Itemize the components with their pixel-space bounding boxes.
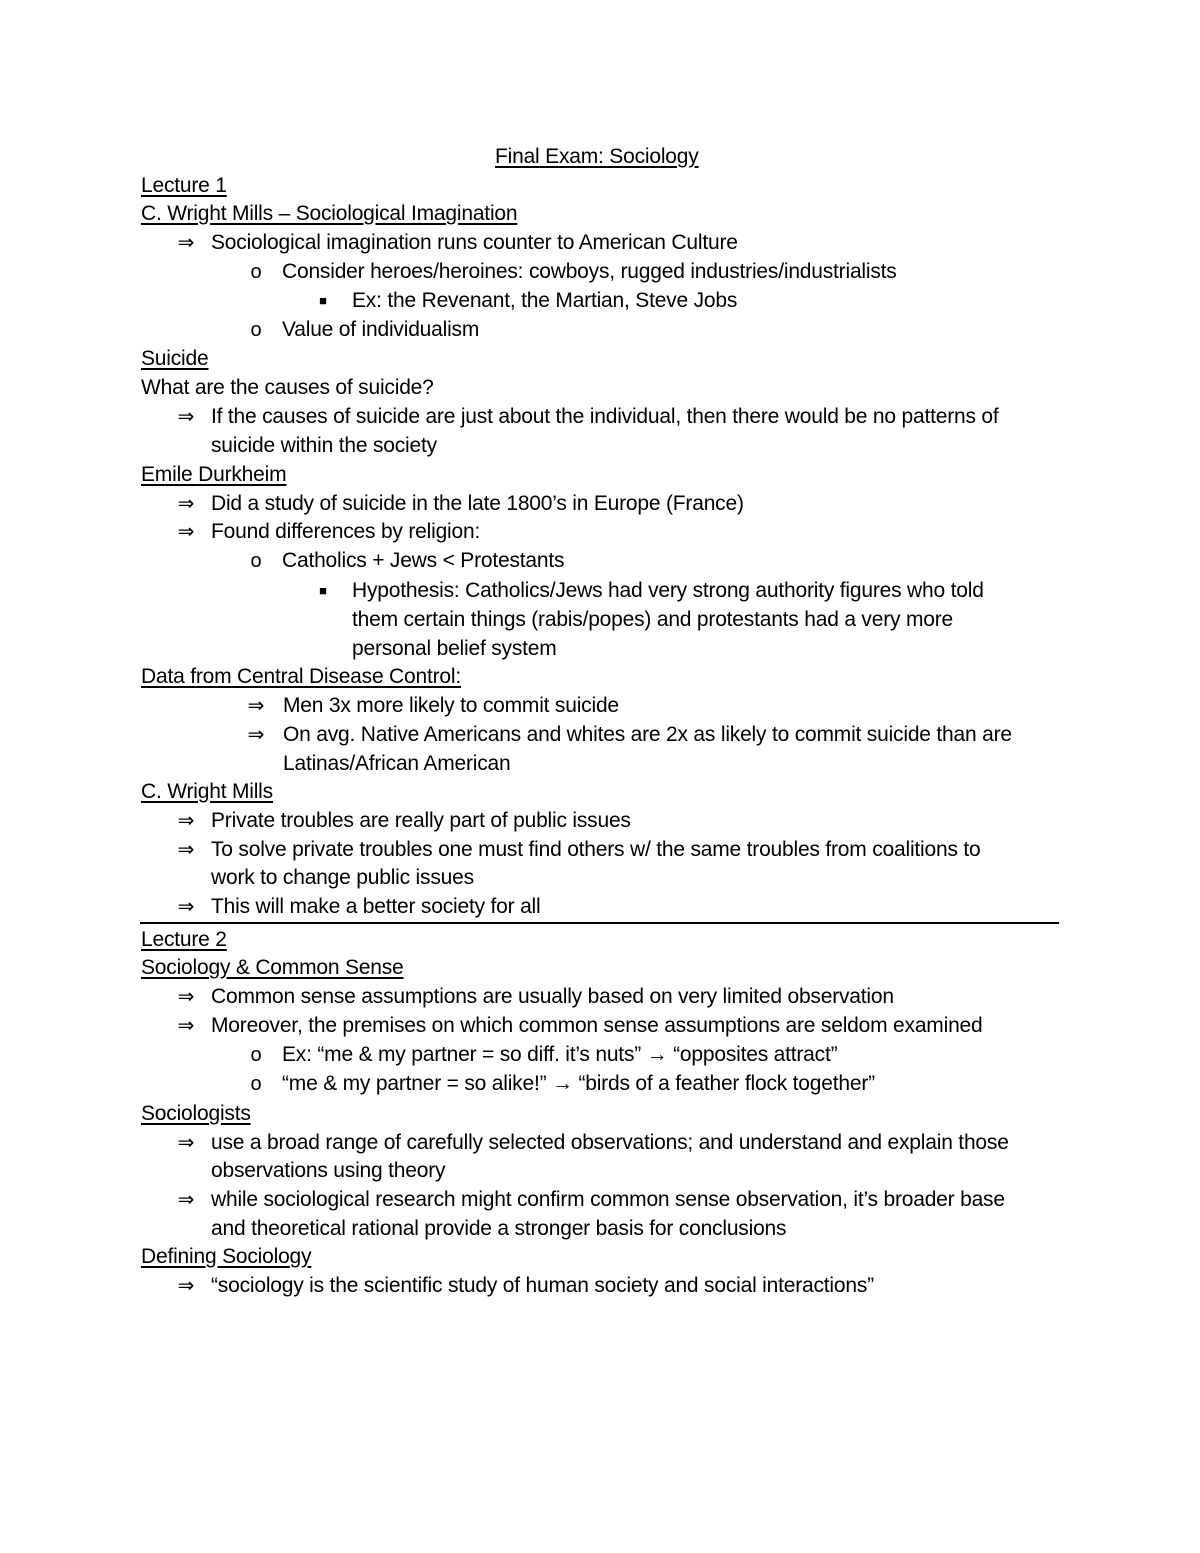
suicide-point-1-line-2: suicide within the society [211, 434, 437, 457]
arrow-bullet-icon: ⇒ [177, 986, 195, 1008]
page-title: Final Exam: Sociology [495, 145, 699, 168]
durkheim-subsub-1-line-2: them certain things (rabis/popes) and protestants had a very more [352, 608, 953, 631]
durkheim-point-2: Found differences by religion: [211, 520, 481, 543]
arrow-bullet-icon: ⇒ [177, 232, 195, 254]
sociologists-heading: Sociologists [141, 1102, 251, 1125]
common-sense-heading: Sociology & Common Sense [141, 956, 404, 979]
arrow-bullet-icon: ⇒ [177, 521, 195, 543]
sociologists-point-2-line-2: and theoretical rational provide a stronger basis for conclusions [211, 1217, 787, 1240]
arrow-bullet-icon: ⇒ [177, 1275, 195, 1297]
square-bullet-icon: ■ [319, 293, 327, 308]
suicide-heading: Suicide [141, 347, 209, 370]
arrow-bullet-icon: ⇒ [247, 695, 265, 717]
lecture-1-heading: Lecture 1 [141, 174, 227, 197]
arrow-bullet-icon: ⇒ [247, 724, 265, 746]
circle-bullet-icon: o [250, 1044, 262, 1066]
mills-2-point-1: Private troubles are really part of public issues [211, 809, 631, 832]
cdc-point-2-line-2: Latinas/African American [283, 752, 511, 775]
common-sense-sub-1: Ex: “me & my partner = so diff. it’s nuts” → “opposites attract” [282, 1043, 838, 1066]
lecture-2-heading: Lecture 2 [141, 928, 227, 951]
common-sense-point-1: Common sense assumptions are usually based on very limited observation [211, 985, 894, 1008]
suicide-question: What are the causes of suicide? [141, 376, 434, 399]
circle-bullet-icon: o [250, 550, 262, 572]
common-sense-sub-2: “me & my partner = so alike!” → “birds of a feather flock together” [282, 1072, 875, 1095]
circle-bullet-icon: o [250, 261, 262, 283]
cdc-point-1: Men 3x more likely to commit suicide [283, 694, 619, 717]
durkheim-heading: Emile Durkheim [141, 463, 287, 486]
arrow-bullet-icon: ⇒ [177, 1189, 195, 1211]
circle-bullet-icon: o [250, 1073, 262, 1095]
defining-sociology-heading: Defining Sociology [141, 1245, 312, 1268]
arrow-bullet-icon: ⇒ [177, 1015, 195, 1037]
arrow-bullet-icon: ⇒ [177, 1132, 195, 1154]
common-sense-point-2: Moreover, the premises on which common sense assumptions are seldom examined [211, 1014, 983, 1037]
circle-bullet-icon: o [250, 319, 262, 341]
mills-2-point-3: This will make a better society for all [211, 895, 541, 918]
durkheim-subsub-1-line-1: Hypothesis: Catholics/Jews had very strong authority figures who told [352, 579, 984, 602]
mills-2-point-2-line-1: To solve private troubles one must find others w/ the same troubles from coalitions to [211, 838, 981, 861]
section-divider [140, 922, 1059, 924]
suicide-point-1-line-1: If the causes of suicide are just about the individual, then there would be no patterns of [211, 405, 999, 428]
cdc-point-2-line-1: On avg. Native Americans and whites are 2x as likely to commit suicide than are [283, 723, 1012, 746]
sociologists-point-1-line-2: observations using theory [211, 1159, 446, 1182]
mills-2-point-2-line-2: work to change public issues [211, 866, 474, 889]
durkheim-sub-1: Catholics + Jews < Protestants [282, 549, 565, 572]
cdc-heading: Data from Central Disease Control: [141, 665, 461, 688]
square-bullet-icon: ■ [319, 583, 327, 598]
mills-sub-2: Value of individualism [282, 318, 480, 341]
defining-sociology-point-1: “sociology is the scientific study of human society and social interactions” [211, 1274, 874, 1297]
mills-heading: C. Wright Mills – Sociological Imagination [141, 202, 518, 225]
arrow-bullet-icon: ⇒ [177, 810, 195, 832]
durkheim-subsub-1-line-3: personal belief system [352, 637, 557, 660]
sociologists-point-1-line-1: use a broad range of carefully selected observations; and understand and explain those [211, 1131, 1009, 1154]
mills-subsub-1: Ex: the Revenant, the Martian, Steve Jobs [352, 289, 738, 312]
arrow-bullet-icon: ⇒ [177, 406, 195, 428]
arrow-bullet-icon: ⇒ [177, 839, 195, 861]
mills-point-1: Sociological imagination runs counter to American Culture [211, 231, 738, 254]
mills-sub-1: Consider heroes/heroines: cowboys, rugged industries/industrialists [282, 260, 897, 283]
arrow-bullet-icon: ⇒ [177, 493, 195, 515]
arrow-bullet-icon: ⇒ [177, 896, 195, 918]
sociologists-point-2-line-1: while sociological research might confirm common sense observation, it’s broader base [211, 1188, 1005, 1211]
mills-2-heading: C. Wright Mills [141, 780, 273, 803]
durkheim-point-1: Did a study of suicide in the late 1800’s in Europe (France) [211, 492, 744, 515]
